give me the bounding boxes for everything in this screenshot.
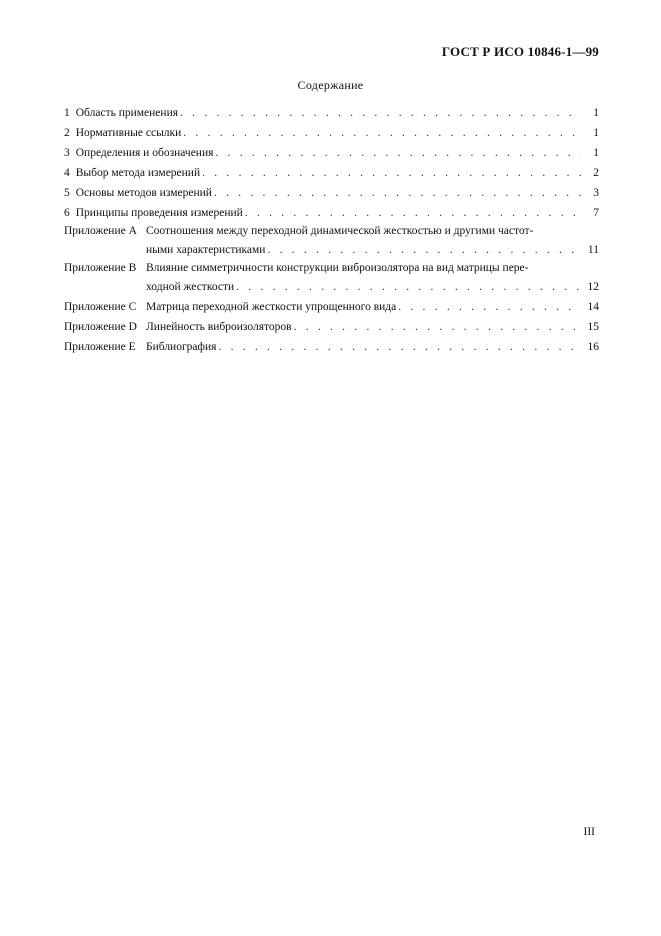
toc-entry-number: 6 (64, 207, 70, 219)
toc-entry-4[interactable] (64, 163, 599, 183)
toc-entry-title: Основы методов измерений (75, 187, 212, 199)
dot-leader (218, 337, 581, 357)
dot-leader (180, 103, 581, 123)
dot-leader (214, 183, 581, 203)
toc-entry-page: 14 (587, 301, 599, 313)
toc-entry-number: 1 (64, 107, 70, 119)
dot-leader (236, 277, 581, 297)
toc-entry-number: Приложение B (64, 262, 137, 274)
toc-entry-title: Область применения (75, 107, 179, 119)
toc-entry-title: Нормативные ссылки (75, 127, 182, 139)
dot-leader (183, 123, 581, 143)
toc-entry-title: Влияние симметричности конструкции виброизолятора на вид матрицы пере- (146, 262, 529, 274)
dot-leader (215, 143, 581, 163)
dot-leader (267, 240, 581, 260)
page-number: III (583, 826, 595, 838)
toc-entry-appendix-d[interactable] (64, 317, 599, 337)
dot-leader (245, 203, 581, 223)
toc-entry-title: Выбор метода измерений (75, 167, 201, 179)
toc-title: Содержание (297, 78, 364, 92)
toc-entry-page: 2 (593, 167, 599, 179)
toc-entry-number: 3 (64, 147, 70, 159)
dot-leader (398, 297, 581, 317)
toc-entry-title-continued: ными характеристиками (146, 244, 266, 256)
toc-entry-5[interactable] (64, 183, 599, 203)
toc-entry-number: Приложение C (64, 301, 137, 313)
toc-entry-title: Библиография (146, 341, 217, 353)
toc-entry-title: Соотношения между переходной динамической жесткостью и другими частот- (146, 225, 534, 237)
toc-entry-6[interactable] (64, 203, 599, 223)
toc-entry-number: 2 (64, 127, 70, 139)
toc-entry-appendix-a[interactable] (64, 223, 599, 260)
toc-entry-page: 15 (587, 321, 599, 333)
toc-entry-2[interactable] (64, 123, 599, 143)
toc-entry-title: Принципы проведения измерений (75, 207, 243, 219)
toc-entry-appendix-e[interactable] (64, 337, 599, 357)
toc-entry-title: Линейность виброизоляторов (146, 321, 292, 333)
toc-entry-page: 1 (593, 147, 599, 159)
table-of-contents (64, 103, 599, 357)
toc-entry-number: 4 (64, 167, 70, 179)
toc-entry-title: Определения и обозначения (75, 147, 214, 159)
toc-entry-appendix-b[interactable] (64, 260, 599, 297)
toc-entry-number: Приложение A (64, 225, 137, 237)
toc-entry-page: 1 (593, 127, 599, 139)
toc-entry-title-continued: ходной жесткости (146, 281, 235, 293)
toc-entry-page: 11 (587, 244, 599, 256)
toc-entry-page: 1 (593, 107, 599, 119)
toc-entry-number: Приложение E (64, 341, 136, 353)
toc-entry-3[interactable] (64, 143, 599, 163)
dot-leader (294, 317, 581, 337)
toc-entry-page: 3 (593, 187, 599, 199)
toc-entry-page: 16 (587, 341, 599, 353)
document-code: ГОСТ Р ИСО 10846-1—99 (441, 44, 599, 59)
toc-entry-1[interactable] (64, 103, 599, 123)
toc-entry-number: Приложение D (64, 321, 137, 333)
dot-leader (202, 163, 581, 183)
toc-entry-appendix-c[interactable] (64, 297, 599, 317)
toc-entry-page: 12 (587, 281, 599, 293)
toc-entry-number: 5 (64, 187, 70, 199)
toc-entry-page: 7 (593, 207, 599, 219)
toc-entry-title: Матрица переходной жесткости упрощенного вида (146, 301, 397, 313)
